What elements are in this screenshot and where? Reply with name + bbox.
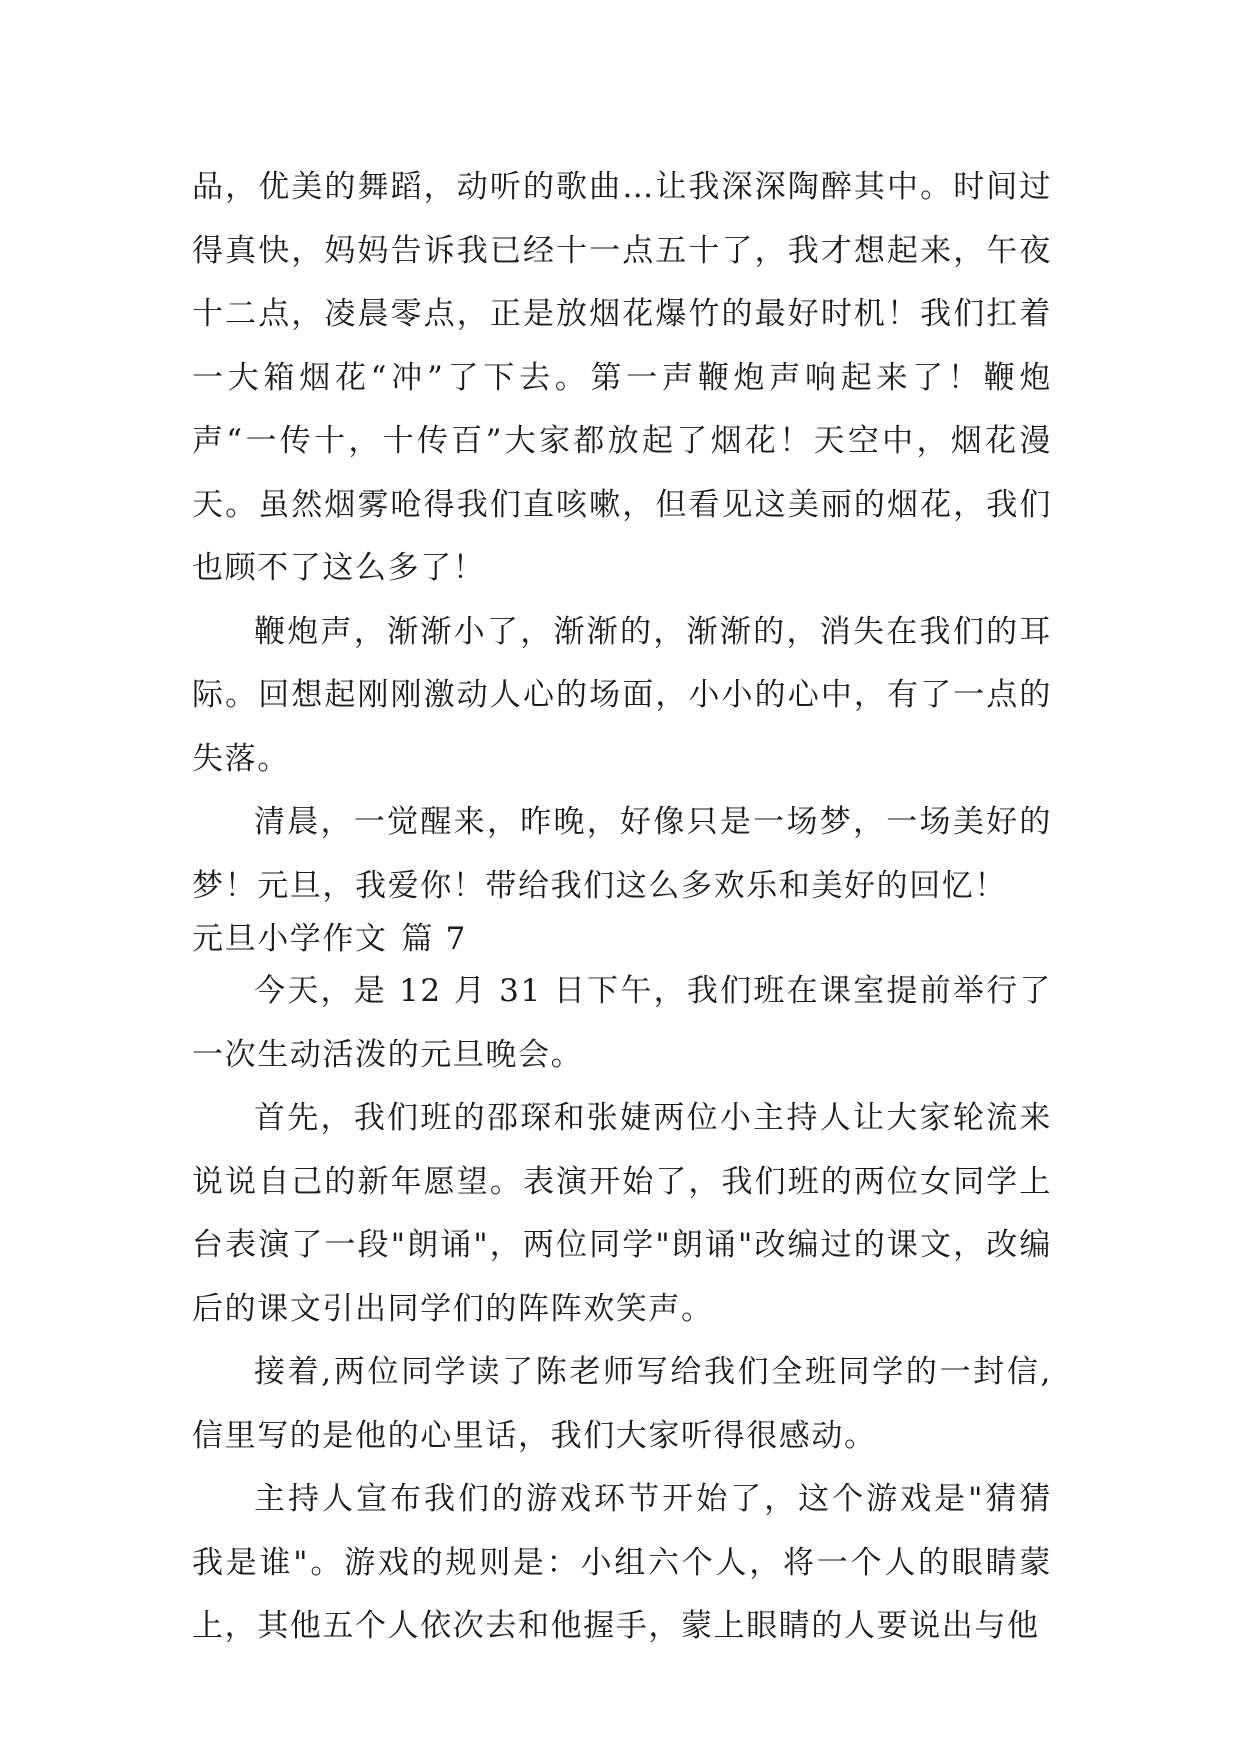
- section-heading-title: 元旦小学作文: [192, 921, 388, 957]
- paragraph-intro: 今天，是 12 月 31 日下午，我们班在课室提前举行了一次生动活泼的元旦晚会。: [192, 973, 1052, 1073]
- paragraph-letter: 接着,两位同学读了陈老师写给我们全班同学的一封信,信里写的是他的心里话，我们大家听得很感动。: [192, 1354, 1052, 1454]
- paragraph-hosts: 首先，我们班的邵琛和张婕两位小主持人让大家轮流来说说自己的新年愿望。表演开始了，我们班的两位女同学上台表演了一段"朗诵"，两位同学"朗诵"改编过的课文，改编后的课文引出同学们的阵阵欢笑声。: [192, 1100, 1052, 1327]
- paragraph-game: 主持人宣布我们的游戏环节开始了，这个游戏是"猜猜我是谁"。游戏的规则是：小组六个人，将一个人的眼睛蒙上，其他五个人依次去和他握手，蒙上眼睛的人要说出与他: [192, 1481, 1052, 1644]
- section-heading-number: 篇 7: [401, 921, 467, 957]
- section-heading: [192, 918, 1052, 960]
- paragraph-continued: 品，优美的舞蹈，动听的歌曲…让我深深陶醉其中。时间过得真快，妈妈告诉我已经十一点五十了，我才想起来，午夜十二点，凌晨零点，正是放烟花爆竹的最好时机！我们扛着一大箱烟花“冲”了下去。第一声鞭炮声响起来了！鞭炮声“一传十，十传百”大家都放起了烟花！天空中，烟花漫天。虽然烟雾呛得我们直咳嗽，但看见这美丽的烟花，我们也顾不了这么多了！: [192, 169, 1052, 586]
- paragraph-morning: 清晨，一觉醒来，昨晚，好像只是一场梦，一场美好的梦！元旦，我爱你！带给我们这么多欢乐和美好的回忆！: [192, 804, 1052, 904]
- paragraph-firecrackers-fade: 鞭炮声，渐渐小了，渐渐的，渐渐的，消失在我们的耳际。回想起刚刚激动人心的场面，小小的心中，有了一点的失落。: [192, 613, 1052, 777]
- document-page: [192, 156, 1052, 1659]
